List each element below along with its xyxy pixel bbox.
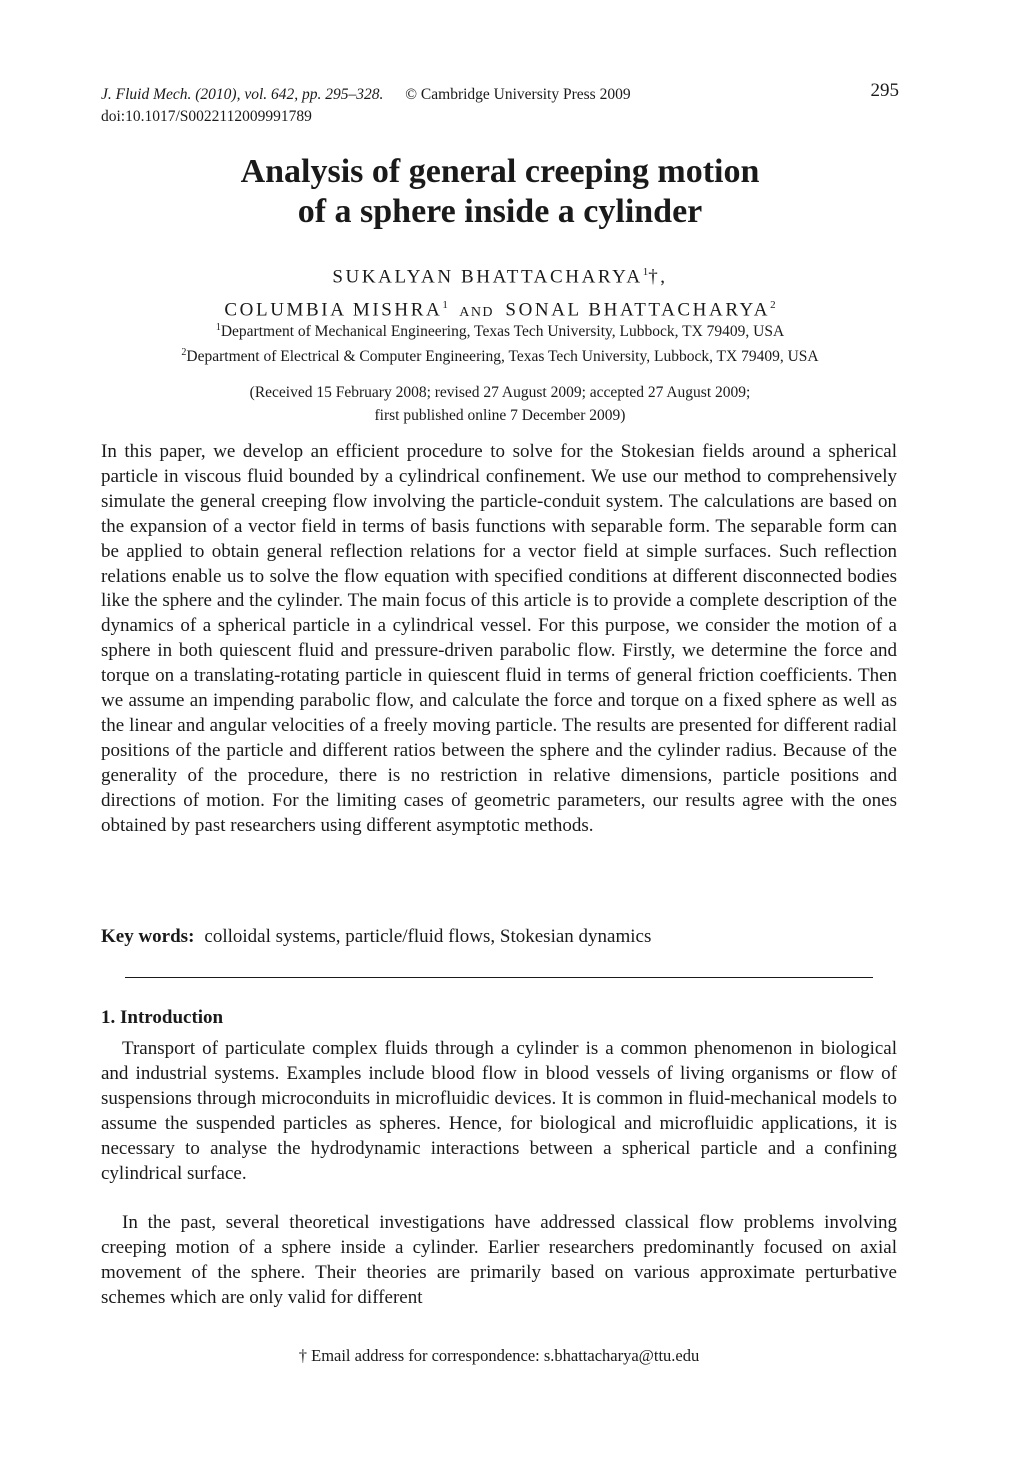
affiliation-2-text: Department of Electrical & Computer Engineering, Texas Tech University, Lubbock, TX 79409, USA	[186, 348, 819, 366]
keywords-text: colloidal systems, particle/fluid flows, Stokesian dynamics	[204, 926, 652, 947]
author-2-affil-mark: 1	[442, 299, 448, 312]
author-list	[101, 258, 899, 327]
introduction-paragraph-2	[101, 1211, 897, 1311]
received-dates	[101, 381, 899, 427]
author-3: SONAL BHATTACHARYA	[505, 299, 771, 321]
paragraph-text: In the past, several theoretical investigations have addressed classical flow problems involving creeping motion of a sphere inside a cylinder. Earlier researchers predominantly focused on axial movement of the sphere. Their theories are primarily based on various approximate perturbative schemes which are only valid for different	[101, 1212, 897, 1308]
author-3-affil-mark: 2	[770, 299, 776, 312]
author-1-affil-mark: 1	[642, 266, 649, 278]
affiliation-2-mark: 2	[181, 347, 187, 358]
introduction-paragraph-1	[101, 1037, 897, 1186]
title-line-1: Analysis of general creeping motion	[240, 153, 760, 190]
journal-citation: J. Fluid Mech. (2010), vol. 642, pp. 295–328.	[101, 86, 384, 103]
abstract: In this paper, we develop an efficient procedure to solve for the Stokesian fields around a spherical particle in viscous fluid bounded by a cylindrical confinement. We use our method to comprehensively simulate the general creeping flow involving the particle-conduit system. The calculations are based on the expansion of a vector field in terms of basis functions with separable form. The separable form can be applied to obtain general reflection relations for a vector field at simple surfaces. Such reflection relations enable us to solve the flow equation with specified conditions at different disconnected bodies like the sphere and the cylinder. The main focus of this article is to provide a complete description of the dynamics of a spherical particle in a cylindrical vessel. For this purpose, we consider the motion of a sphere in both quiescent fluid and pressure-driven parabolic flow. Firstly, we determine the force and torque on a translating-rotating particle in quiescent fluid in terms of general friction coefficients. Then we assume an impending parabolic flow, and calculate the force and torque on a fixed sphere as well as the linear and angular velocities of a freely moving particle. The results are presented for different radial positions of the particle and different ratios between the sphere and the cylinder radius. Because of the generality of the procedure, there is no restriction in relative dimensions, particle positions and directions of motion. For the limiting cases of geometric parameters, our results agree with the ones obtained by past researchers using different asymptotic methods.	[101, 441, 897, 836]
running-header	[101, 80, 899, 128]
doi: doi:10.1017/S0022112009991789	[101, 108, 312, 125]
abstract-divider	[125, 977, 873, 978]
correspondence-footnote: † Email address for correspondence: s.bhattacharya@ttu.edu	[298, 1346, 700, 1365]
paper-title	[101, 152, 899, 232]
section-heading: 1. Introduction	[101, 1007, 224, 1028]
received-line-2: first published online 7 December 2009)	[374, 407, 626, 424]
keywords-label: Key words:	[101, 926, 195, 947]
received-line-1: (Received 15 February 2008; revised 27 August 2009; accepted 27 August 2009;	[249, 384, 751, 401]
affiliation-1-mark: 1	[215, 322, 221, 333]
paragraph-text: Transport of particulate complex fluids through a cylinder is a common phenomenon in biological and industrial systems. Examples include blood flow in blood vessels of living organisms or flow of suspensions through microconduits in microfluidic devices. It is common in fluid-mechanical models to assume the suspended particles as spheres. Hence, for biological and microfluidic applications, it is necessary to analyse the hydrodynamic interactions between a spherical particle and a confining cylindrical surface.	[101, 1038, 897, 1184]
author-2: COLUMBIA MISHRA	[224, 299, 443, 321]
title-line-2: of a sphere inside a cylinder	[297, 193, 703, 230]
affiliation-1	[101, 318, 899, 342]
keywords	[101, 925, 897, 949]
page-number: 295	[870, 80, 899, 101]
affiliation-2	[101, 343, 899, 367]
copyright-notice: © Cambridge University Press 2009	[405, 86, 631, 103]
affiliation-1-text: Department of Mechanical Engineering, Texas Tech University, Lubbock, TX 79409, USA	[220, 323, 785, 341]
author-1: SUKALYAN BHATTACHARYA	[332, 266, 643, 288]
correspondence-mark: †,	[648, 266, 668, 288]
author-conjunction: AND	[459, 304, 495, 320]
